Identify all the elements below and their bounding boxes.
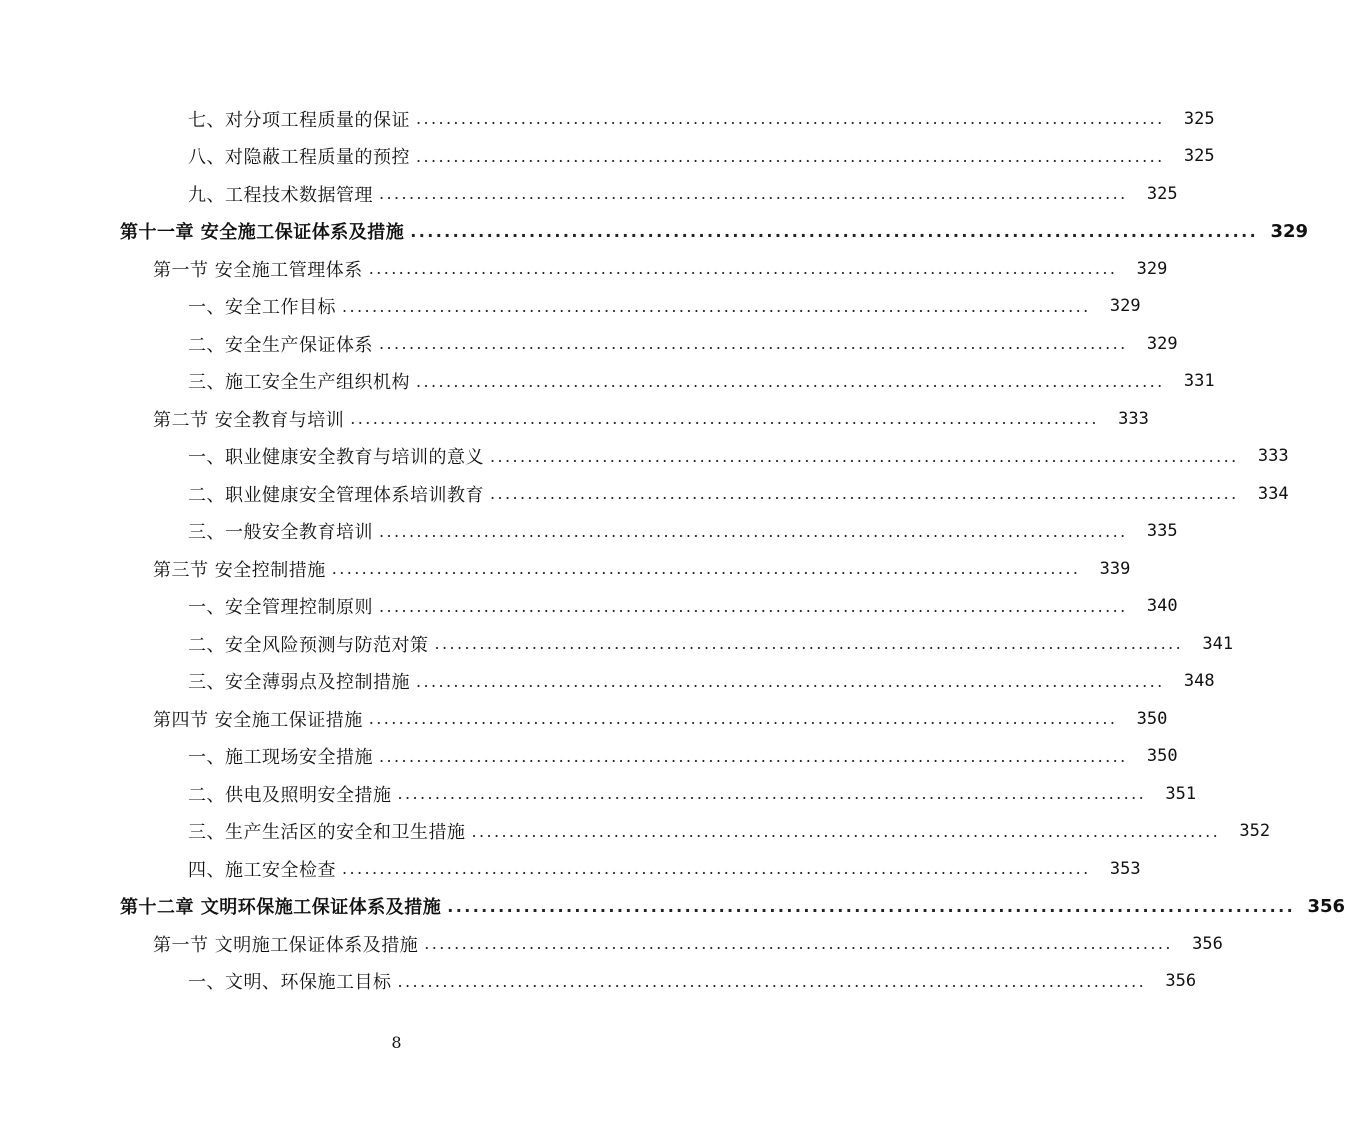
toc-entry[interactable]: [0, 775, 1197, 813]
toc-entry[interactable]: [0, 850, 1141, 888]
toc-leader-dots: ....................................................................................................: [368, 259, 1118, 279]
toc-leader-dots: ....................................................................................................: [416, 671, 1165, 691]
toc-leader-dots: ....................................................................................................: [416, 146, 1165, 166]
toc-entry-page: 351: [1165, 783, 1197, 804]
page-number: 8: [391, 1033, 402, 1052]
toc-leader-dots: ....................................................................................................: [379, 596, 1128, 616]
toc-entry-title: 三、安全薄弱点及控制措施: [188, 672, 410, 694]
toc-entry-title: 三、施工安全生产组织机构: [188, 372, 410, 394]
toc-entry[interactable]: [0, 138, 1215, 176]
toc-leader-dots: ....................................................................................................: [331, 559, 1081, 579]
toc-entry[interactable]: [0, 663, 1215, 701]
toc-leader-dots: ....................................................................................................: [434, 634, 1184, 654]
toc-entry-title: 一、安全工作目标: [188, 297, 336, 319]
toc-entry[interactable]: [0, 513, 1178, 551]
toc-leader-dots: ....................................................................................................: [410, 221, 1259, 241]
toc-entry-page: 329: [1109, 296, 1141, 317]
toc-entry-page: 331: [1183, 371, 1215, 392]
toc-leader-dots: ....................................................................................................: [416, 109, 1165, 129]
toc-entry-title: 四、施工安全检查: [188, 859, 336, 881]
toc-leader-dots: ....................................................................................................: [342, 296, 1091, 316]
toc-leader-dots: ....................................................................................................: [490, 484, 1239, 504]
toc-leader-dots: ....................................................................................................: [397, 971, 1147, 991]
toc-entry-title: 第三节 安全控制措施: [153, 559, 326, 581]
table-of-contents: [0, 100, 1345, 1000]
toc-entry[interactable]: [0, 438, 1289, 476]
toc-section-entry[interactable]: [0, 700, 1168, 738]
toc-entry-page: 340: [1146, 596, 1178, 617]
toc-entry-title: 第十二章 文明环保施工保证体系及措施: [120, 897, 442, 919]
toc-entry-page: 356: [1307, 895, 1345, 917]
toc-section-entry[interactable]: [0, 250, 1168, 288]
toc-entry-page: 329: [1146, 333, 1178, 354]
toc-entry-page: 325: [1183, 146, 1215, 167]
toc-entry-page: 350: [1146, 746, 1178, 767]
toc-chapter-entry[interactable]: [0, 213, 1309, 251]
toc-entry[interactable]: [0, 475, 1289, 513]
toc-leader-dots: ....................................................................................................: [342, 859, 1091, 879]
toc-entry[interactable]: [0, 588, 1178, 626]
toc-entry-title: 二、供电及照明安全措施: [188, 784, 392, 806]
toc-leader-dots: ....................................................................................................: [424, 934, 1173, 954]
toc-entry-title: 第四节 安全施工保证措施: [153, 709, 363, 731]
toc-leader-dots: ....................................................................................................: [379, 184, 1128, 204]
toc-leader-dots: ....................................................................................................: [416, 371, 1165, 391]
toc-entry-page: 356: [1192, 933, 1223, 954]
toc-entry-page: 353: [1109, 858, 1141, 879]
toc-entry[interactable]: [0, 813, 1271, 851]
toc-entry-title: 一、职业健康安全教育与培训的意义: [188, 447, 484, 469]
toc-entry[interactable]: [0, 288, 1141, 326]
toc-entry-title: 一、文明、环保施工目标: [188, 972, 392, 994]
toc-chapter-entry[interactable]: [0, 888, 1345, 926]
toc-entry-page: 329: [1270, 220, 1309, 242]
toc-leader-dots: ....................................................................................................: [368, 709, 1118, 729]
toc-entry-title: 二、安全风险预测与防范对策: [188, 634, 429, 656]
toc-entry-title: 第一节 文明施工保证体系及措施: [153, 934, 419, 956]
toc-leader-dots: ....................................................................................................: [379, 334, 1128, 354]
toc-entry-title: 九、工程技术数据管理: [188, 184, 373, 206]
toc-leader-dots: ....................................................................................................: [471, 821, 1221, 841]
toc-entry[interactable]: [0, 100, 1215, 138]
toc-entry[interactable]: [0, 625, 1234, 663]
toc-leader-dots: ....................................................................................................: [379, 746, 1128, 766]
toc-section-entry[interactable]: [0, 400, 1149, 438]
toc-entry-page: 334: [1257, 483, 1289, 504]
toc-leader-dots: ....................................................................................................: [397, 784, 1147, 804]
toc-entry-page: 333: [1118, 408, 1149, 429]
toc-entry-title: 八、对隐蔽工程质量的预控: [188, 147, 410, 169]
toc-entry-title: 一、施工现场安全措施: [188, 747, 373, 769]
toc-entry[interactable]: [0, 325, 1178, 363]
toc-entry-title: 第二节 安全教育与培训: [153, 409, 345, 431]
toc-entry-title: 二、职业健康安全管理体系培训教育: [188, 484, 484, 506]
toc-entry-page: 350: [1136, 708, 1168, 729]
toc-entry-title: 第一节 安全施工管理体系: [153, 259, 363, 281]
toc-entry-title: 七、对分项工程质量的保证: [188, 109, 410, 131]
toc-leader-dots: ....................................................................................................: [379, 521, 1128, 541]
toc-entry-title: 一、安全管理控制原则: [188, 597, 373, 619]
toc-entry-page: 325: [1146, 183, 1178, 204]
toc-entry-page: 335: [1146, 521, 1178, 542]
toc-entry-page: 325: [1183, 108, 1215, 129]
toc-leader-dots: ....................................................................................................: [490, 446, 1239, 466]
toc-entry-title: 第十一章 安全施工保证体系及措施: [120, 222, 405, 244]
toc-section-entry[interactable]: [0, 925, 1223, 963]
toc-entry-page: 352: [1239, 821, 1271, 842]
toc-entry-page: 341: [1202, 633, 1234, 654]
toc-entry[interactable]: [0, 175, 1178, 213]
toc-entry-page: 329: [1136, 258, 1168, 279]
toc-entry-title: 三、一般安全教育培训: [188, 522, 373, 544]
toc-entry-title: 三、生产生活区的安全和卫生措施: [188, 822, 466, 844]
toc-section-entry[interactable]: [0, 550, 1131, 588]
toc-entry-page: 333: [1257, 446, 1289, 467]
toc-leader-dots: ....................................................................................................: [350, 409, 1099, 429]
toc-leader-dots: ....................................................................................................: [447, 896, 1296, 916]
toc-entry[interactable]: [0, 963, 1197, 1001]
toc-entry[interactable]: [0, 363, 1215, 401]
toc-entry-page: 339: [1099, 558, 1131, 579]
toc-entry-title: 二、安全生产保证体系: [188, 334, 373, 356]
toc-entry-page: 348: [1183, 671, 1215, 692]
toc-entry[interactable]: [0, 738, 1178, 776]
toc-entry-page: 356: [1165, 971, 1197, 992]
